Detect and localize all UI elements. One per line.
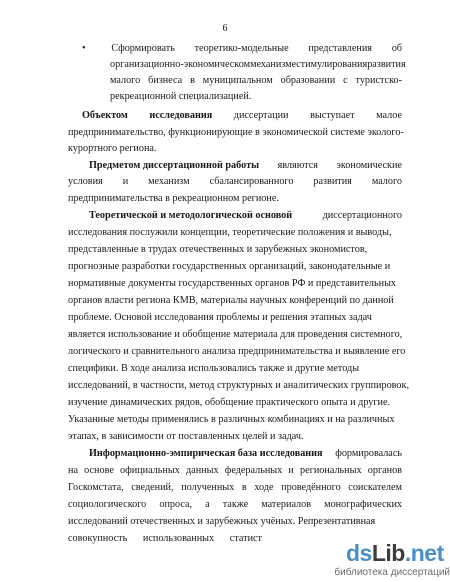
text-word: основе [84,465,114,476]
text-word: Информационно-эмпирическая база исследования [89,448,323,459]
text-word: и [122,176,129,187]
text-line [68,415,402,427]
text-word: малое [376,110,402,121]
text-line [68,483,402,495]
text-word: механизме [250,59,297,70]
text-word: официальных [120,465,180,476]
text-line [68,296,402,308]
text-word: нормативные документы государственных органов РФ и представительных [68,278,397,289]
text-line [68,262,402,274]
text-word: развития [313,176,352,187]
text-word: сведений, [131,482,174,493]
watermark-caption: библиотека диссертаций [334,567,450,578]
watermark-logo [346,542,444,565]
text-word: совокупность [68,533,128,544]
text-word: выступает [310,110,355,121]
text-word: Предметом диссертационной работы [89,160,260,171]
text-word: являются [277,160,318,171]
text-word: является использование и обобщение материала для проведения системного, [68,329,403,340]
text-word: Объектом [82,110,128,121]
text-word: исследования послужили концепции, теоретические положения и выводы, [68,227,392,238]
text-word: условия [68,176,103,187]
text-line [110,59,406,72]
text-line [82,44,402,56]
text-line [68,432,402,444]
text-word: развития [367,59,406,70]
text-word: социологического [68,499,147,510]
text-line [68,279,402,291]
text-word: проведённого [281,482,341,493]
text-word: монографических [324,499,402,510]
text-line [68,177,402,189]
text-line [110,92,402,104]
text-word: исследований, в частности, метод структурных и аналитических группировок, [68,380,410,391]
text-line [68,245,402,257]
text-word: исследования [149,110,213,121]
text-word: об [391,43,402,54]
text-word: органов [367,465,402,476]
text-line [68,466,402,478]
text-word: курортного региона. [68,143,157,154]
text-line [68,500,402,512]
text-word: изучение динамических рядов, обобщение практического опыта и другие. [68,397,391,408]
text-word: Сформировать [111,43,175,54]
text-line [68,128,402,140]
text-line [68,228,402,240]
text-line [68,534,262,546]
watermark [266,538,450,578]
text-word: ходе [254,482,274,493]
text-word: в [190,75,195,86]
text-line [68,194,402,206]
text-word: на [68,465,78,476]
text-word: Теоретической и методологической основой [89,210,293,221]
text-word: диссертации [233,110,289,121]
text-line [82,111,402,123]
page-number: 6 [222,23,228,34]
text-word: и [288,465,294,476]
text-word: статист [229,533,262,544]
text-word: муниципальном [202,75,273,86]
text-word: полученных [181,482,235,493]
text-word: специфики. В ходе анализа использовались также и другие методы [68,363,360,374]
text-line [68,313,402,325]
text-word: представленные в трудах отечественных и зарубежных экономистов, [68,244,368,255]
text-word: малого [371,176,402,187]
text-word: механизм [148,176,190,187]
text-word: Указанные методы применялись в различных комбинациях и на различных [68,414,395,425]
text-word: материалов [261,499,312,510]
text-word: прогнозные разработки государственных организаций, законодательные и [68,261,391,272]
text-line [110,76,402,88]
text-word: органов власти региона КМВ, материалы научных конференций по данной [68,295,394,306]
text-word: предпринимательства в рекреационном регионе. [68,193,279,204]
text-word: соискателем [348,482,402,493]
text-word: экономические [336,160,402,171]
text-line [68,380,410,393]
text-word: образовании [280,75,336,86]
text-word: сбалансированного [209,176,294,187]
text-word: использованных [142,533,215,544]
text-word: опроса, [159,499,193,510]
text-word: а [205,499,210,510]
text-word: стимулирования [296,59,368,70]
text-word: формировалась [335,448,402,459]
text-line [68,144,402,156]
text-line [89,161,402,173]
text-word: исследований отечественных и зарубежных учёных. Репрезентативная [68,516,376,527]
text-word: малого [110,75,141,86]
text-word: Госкомстата, [68,482,124,493]
text-line [68,398,402,410]
text-word: теоретико-модельные [194,43,289,54]
text-line [68,517,402,529]
watermark-logo-net: .net [404,540,444,566]
bullet-marker: • [82,43,86,54]
text-word: также [222,499,249,510]
text-line [68,364,402,376]
text-word: рекреационной специализацией. [110,91,252,102]
watermark-logo-ds: ds [346,540,372,566]
text-word: в [241,482,247,493]
text-line [68,330,402,342]
text-line [68,346,406,359]
text-word: логического и сравнительного анализа предпринимательства и выявление его [68,346,406,357]
text-word: представления [308,43,372,54]
text-line [89,449,402,461]
text-word: проблеме. Основой исследования проблемы и решения этапных задач [68,312,372,323]
text-word: предпринимательство, функционирующие в экономической системе эколого- [68,127,404,138]
text-word: федеральных [224,465,283,476]
watermark-logo-lib: Lib [371,540,405,566]
text-word: данных [185,465,219,476]
text-word: региональных [300,465,362,476]
text-word: организационно-экономическом [110,59,251,70]
text-line [89,211,402,223]
text-word: этапах, в зависимости от поставленных целей и задач. [68,431,304,442]
text-word: бизнеса [148,75,183,86]
text-word: диссертационного [322,210,402,221]
text-word: туристско- [355,75,402,86]
text-word: с [343,75,348,86]
